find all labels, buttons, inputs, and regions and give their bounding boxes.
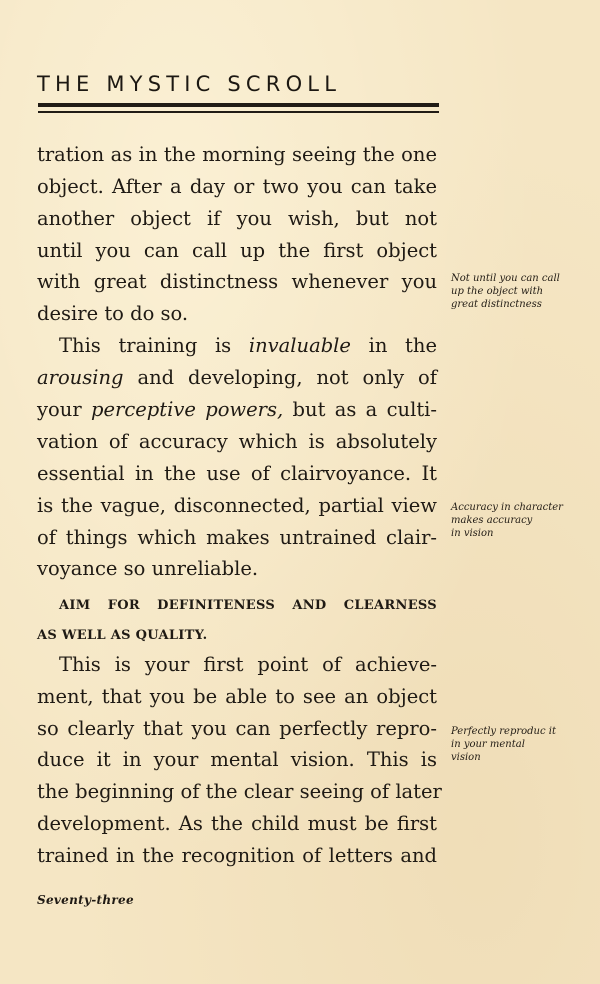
subheading-line: AS WELL AS QUALITY. bbox=[37, 628, 208, 643]
marginal-note-line: in vision bbox=[451, 528, 494, 539]
marginal-note-line: Perfectly reproduc it bbox=[451, 726, 556, 737]
text-line: vation of accuracy which is absolutely bbox=[37, 430, 437, 453]
text-line: duce it in your mental vision. This is bbox=[37, 748, 437, 771]
marginal-note bbox=[451, 272, 596, 311]
text-line: desire to do so. bbox=[37, 302, 189, 325]
text-line bbox=[37, 398, 437, 422]
text-line: object. After a day or two you can take bbox=[37, 175, 437, 198]
text-run: This training is bbox=[59, 334, 249, 357]
page-number: Seventy-three bbox=[37, 893, 134, 907]
marginal-note-line: Not until you can call bbox=[451, 273, 560, 284]
text-line: trained in the recognition of letters and bbox=[37, 844, 437, 867]
emphasis-arousing: arousing bbox=[37, 366, 124, 389]
text-line: until you can call up the first object bbox=[37, 239, 437, 262]
text-line: another object if you wish, but not bbox=[37, 207, 437, 230]
text-line: of things which makes untrained clair- bbox=[37, 526, 437, 549]
marginal-note-line: Accuracy in character bbox=[451, 502, 563, 513]
marginal-note-line: in your mental bbox=[451, 739, 525, 750]
text-line: This is your first point of achieve- bbox=[59, 653, 437, 676]
text-line bbox=[37, 366, 437, 390]
emphasis-perceptive-powers: perceptive powers, bbox=[90, 398, 284, 421]
text-run: in the bbox=[350, 334, 437, 357]
text-line: is the vague, disconnected, partial view bbox=[37, 494, 437, 517]
subheading-line: AIM FOR DEFINITENESS AND CLEARNESS bbox=[59, 598, 437, 613]
text-line: tration as in the morning seeing the one bbox=[37, 143, 437, 166]
text-line bbox=[59, 334, 437, 358]
text-line: with great distinctness whenever you bbox=[37, 270, 437, 293]
text-line: voyance so unreliable. bbox=[37, 557, 259, 580]
marginal-note-line: up the object with bbox=[451, 286, 544, 297]
header-rule-thin bbox=[38, 111, 439, 113]
marginal-note bbox=[451, 501, 596, 540]
text-line: development. As the child must be first bbox=[37, 812, 437, 835]
text-line: so clearly that you can perfectly repro- bbox=[37, 717, 437, 740]
emphasis-invaluable: invaluable bbox=[248, 334, 351, 357]
text-line: essential in the use of clairvoyance. It bbox=[37, 462, 437, 485]
marginal-note-line: makes accuracy bbox=[451, 515, 533, 526]
text-run: but as a culti- bbox=[283, 398, 438, 421]
text-run: and developing, not only of bbox=[123, 366, 437, 389]
text-line: ment, that you be able to see an object bbox=[37, 685, 437, 708]
marginal-note-line: great distinctness bbox=[451, 299, 542, 310]
text-line: the beginning of the clear seeing of later bbox=[37, 780, 442, 803]
running-head-title: THE MYSTIC SCROLL bbox=[37, 72, 342, 96]
marginal-note-line: vision bbox=[451, 752, 481, 763]
text-run: your bbox=[37, 398, 91, 421]
marginal-note bbox=[451, 725, 596, 764]
header-rule-thick bbox=[38, 103, 439, 107]
